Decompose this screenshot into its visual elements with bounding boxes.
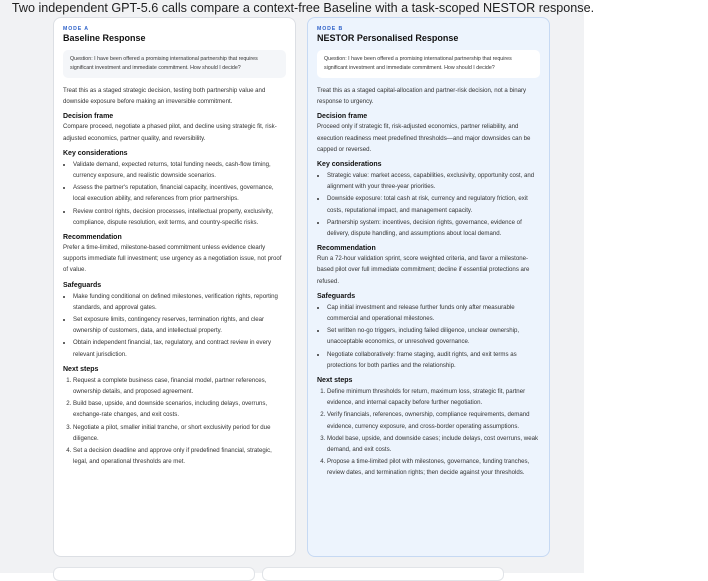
decision-frame-text: Proceed only if strategic fit, risk-adjusted economics, partner reliability, and execution readiness meet predefined thresholds—and major downsides can be capped or reversed. (317, 123, 531, 153)
recommendation-text: Prefer a time-limited, milestone-based commitment unless evidence clearly supports immediate full investment; use urgency as a negotiation issue, not proof of value. (63, 244, 282, 274)
next-steps-heading: Next steps (63, 365, 99, 373)
list-item: • Cap initial investment and release further funds only after measurable commercial and operational milestones. (327, 302, 540, 324)
list-item: 2. Build base, upside, and downside scenarios, including delays, overruns, exchange-rate changes, and exit costs. (73, 398, 286, 420)
card-title: NESTOR Personalised Response (317, 33, 459, 43)
next-steps-list (63, 375, 286, 468)
key-considerations-heading: Key considerations (317, 161, 382, 169)
decision-frame-text: Compare proceed, negotiate a phased pilot, and decline using strategic fit, risk-adjusted economics, partner quality, and reversibility. (63, 123, 277, 142)
list-item: • Set written no-go triggers, including failed diligence, unclear ownership, unacceptable economics, or unresolved governance. (327, 325, 540, 347)
nestor-card (307, 17, 550, 557)
list-item: 3. Model base, upside, and downside cases; include delays, cost overruns, weak demand, and exit costs. (327, 433, 540, 455)
recommendation-heading: Recommendation (317, 245, 376, 253)
key-considerations-list (317, 170, 540, 239)
recommendation-text: Run a 72-hour validation sprint, score weighted criteria, and favor a milestone-based pilot over full immediate commitment; decline if essential protections are refused. (317, 255, 530, 285)
figure-caption: Two independent GPT-5.6 calls compare a context-free Baseline with a task-scoped NESTOR response. (11, 1, 595, 15)
decision-frame-heading: Decision frame (63, 113, 114, 121)
next-panel-edge (53, 567, 255, 581)
baseline-card (53, 17, 296, 557)
mode-label: MODE A (63, 26, 89, 32)
key-considerations-list (63, 159, 286, 228)
question-box: Question: I have been offered a promising international partnership that requires significant investment and immediate commitment. How should I decide? (63, 50, 286, 78)
intro-text: Treat this as a staged strategic decision, testing both partnership value and downside exposure before making an irreversible commitment. (63, 87, 266, 106)
card-title: Baseline Response (63, 33, 146, 43)
list-item: 1. Define minimum thresholds for return, maximum loss, strategic fit, partner evidence, and internal capacity before further negotiation. (327, 386, 540, 408)
list-item: • Obtain independent financial, tax, regulatory, and contract review in every relevant jurisdiction. (73, 337, 286, 359)
list-item: 1. Request a complete business case, financial model, partner references, ownership details, and proposed agreement. (73, 375, 286, 397)
list-item: • Negotiate collaboratively: frame staging, audit rights, and exit terms as protections for both parties and the relationship. (327, 349, 540, 371)
list-item: 4. Set a decision deadline and approve only if predefined financial, strategic, legal, and operational thresholds are met. (73, 445, 286, 467)
intro-text: Treat this as a staged capital-allocation and partner-risk decision, not a binary response to urgency. (317, 87, 527, 106)
key-considerations-heading: Key considerations (63, 149, 128, 157)
recommendation-heading: Recommendation (63, 234, 122, 242)
next-steps-heading: Next steps (317, 377, 353, 385)
list-item: • Downside exposure: total cash at risk, currency and regulatory friction, exit costs, reputational impact, and management capacity. (327, 193, 540, 215)
decision-frame-heading: Decision frame (317, 113, 368, 121)
list-item: 4. Propose a time-limited pilot with milestones, governance, funding tranches, review dates, and termination rights; then decide against your thresholds. (327, 456, 540, 478)
list-item: • Review control rights, decision processes, intellectual property, exclusivity, compliance, dispute resolution, exit terms, and country-specific risks. (73, 206, 286, 228)
mode-label: MODE B (317, 26, 344, 32)
list-item: • Validate demand, expected returns, total funding needs, cash-flow timing, currency exposure, and realistic downside scenarios. (73, 159, 286, 181)
next-panel-edge (262, 567, 504, 581)
question-box: Question: I have been offered a promising international partnership that requires significant investment and immediate commitment. How should I decide? (317, 50, 540, 78)
list-item: • Strategic value: market access, capabilities, exclusivity, opportunity cost, and alignment with your three-year priorities. (327, 170, 540, 192)
safeguards-list (63, 291, 286, 360)
next-steps-list (317, 386, 540, 479)
safeguards-heading: Safeguards (317, 292, 356, 300)
list-item: • Make funding conditional on defined milestones, verification rights, reporting standards, and approval gates. (73, 291, 286, 313)
list-item: • Partnership system: incentives, decision rights, governance, evidence of delivery, dispute handling, and assumptions about local demand. (327, 217, 540, 239)
list-item: 2. Verify financials, references, ownership, compliance requirements, demand evidence, currency exposure, and cross-border operating assumptions. (327, 409, 540, 431)
list-item: 3. Negotiate a pilot, smaller initial tranche, or short exclusivity period for due diligence. (73, 422, 286, 444)
safeguards-heading: Safeguards (63, 281, 102, 289)
list-item: • Set exposure limits, contingency reserves, termination rights, and clear ownership of customers, data, and intellectual property. (73, 314, 286, 336)
list-item: • Assess the partner's reputation, financial capacity, incentives, governance, local execution ability, and references from prior partnerships. (73, 182, 286, 204)
safeguards-list (317, 302, 540, 371)
